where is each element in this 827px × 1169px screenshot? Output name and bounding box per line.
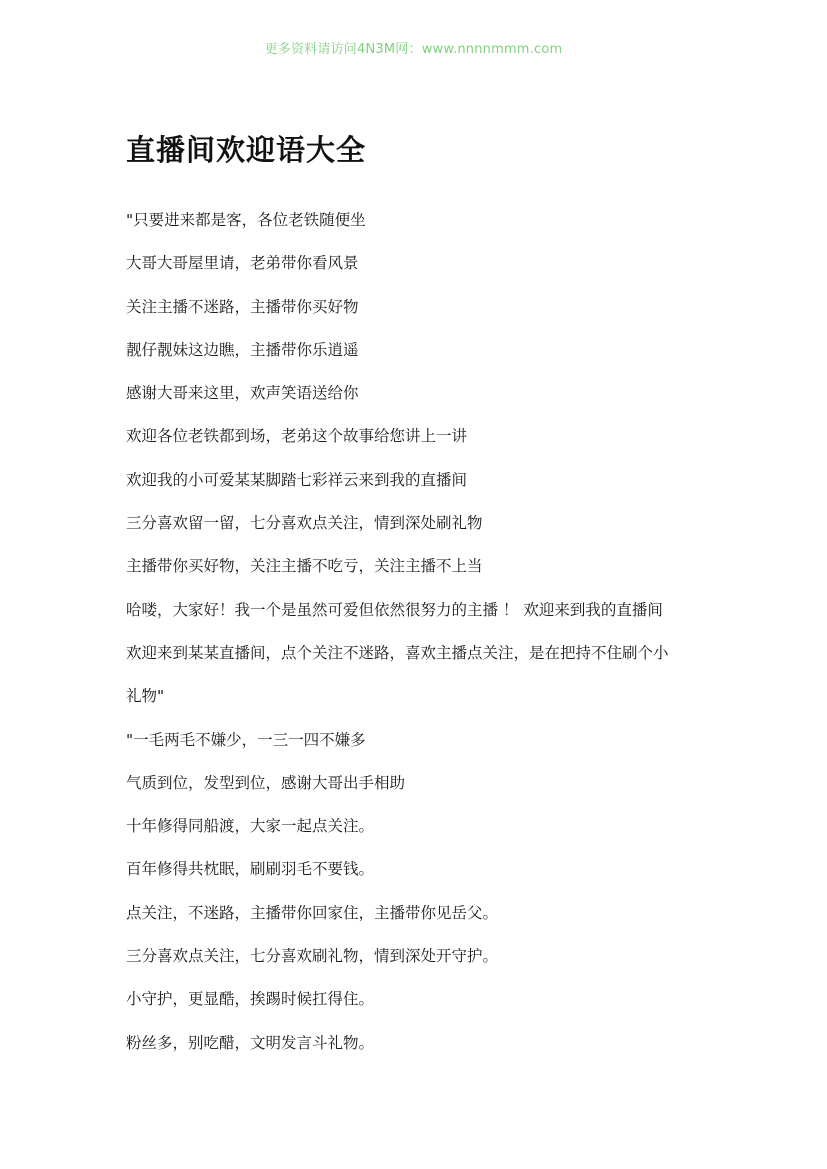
greeting-list — [126, 203, 716, 1069]
list-item: 欢迎来到某某直播间，点个关注不迷路，喜欢主播点关注，是在把持不住刷个小 — [126, 643, 669, 662]
list-item: 哈喽，大家好！我一个是虽然可爱但依然很努力的主播 ！ 欢迎来到我的直播间 — [126, 600, 663, 619]
list-item: 点关注，不迷路，主播带你回家住，主播带你见岳父。 — [126, 903, 499, 922]
list-item: 欢迎我的小可爱某某脚踏七彩祥云来到我的直播间 — [126, 470, 468, 489]
list-item: 百年修得共枕眠，刷刷羽毛不要钱。 — [126, 860, 375, 879]
list-item: 粉丝多，别吃醋，文明发言斗礼物。 — [126, 1033, 375, 1052]
watermark-text: 更多资料请访问4N3M网：www.nnnnmmm.com — [264, 42, 563, 57]
list-item: 大哥大哥屋里请，老弟带你看风景 — [126, 254, 359, 273]
list-item: 气质到位，发型到位，感谢大哥出手相助 — [126, 773, 406, 792]
list-item: "只要进来都是客，各位老铁随便坐 — [126, 211, 366, 229]
list-item: 十年修得同船渡，大家一起点关注。 — [126, 817, 375, 836]
list-item: 主播带你买好物，关注主播不吃亏，关注主播不上当 — [126, 557, 483, 576]
list-item: 感谢大哥来这里，欢声笑语送给你 — [126, 384, 359, 403]
list-item: 关注主播不迷路，主播带你买好物 — [126, 297, 359, 316]
list-item: 欢迎各位老铁都到场，老弟这个故事给您讲上一讲 — [126, 427, 468, 446]
list-item: 礼物" — [126, 687, 165, 706]
list-item: "一毛两毛不嫌少，一三一四不嫌多 — [126, 730, 366, 749]
list-item: 靓仔靓妹这边瞧，主播带你乐逍遥 — [126, 340, 359, 359]
list-item: 三分喜欢留一留，七分喜欢点关注，情到深处刷礼物 — [126, 514, 483, 533]
page-title: 直播间欢迎语大全 — [126, 133, 367, 167]
list-item: 小守护，更显酷，挨踢时候扛得住。 — [126, 990, 375, 1009]
list-item: 三分喜欢点关注，七分喜欢刷礼物，情到深处开守护。 — [126, 947, 499, 966]
